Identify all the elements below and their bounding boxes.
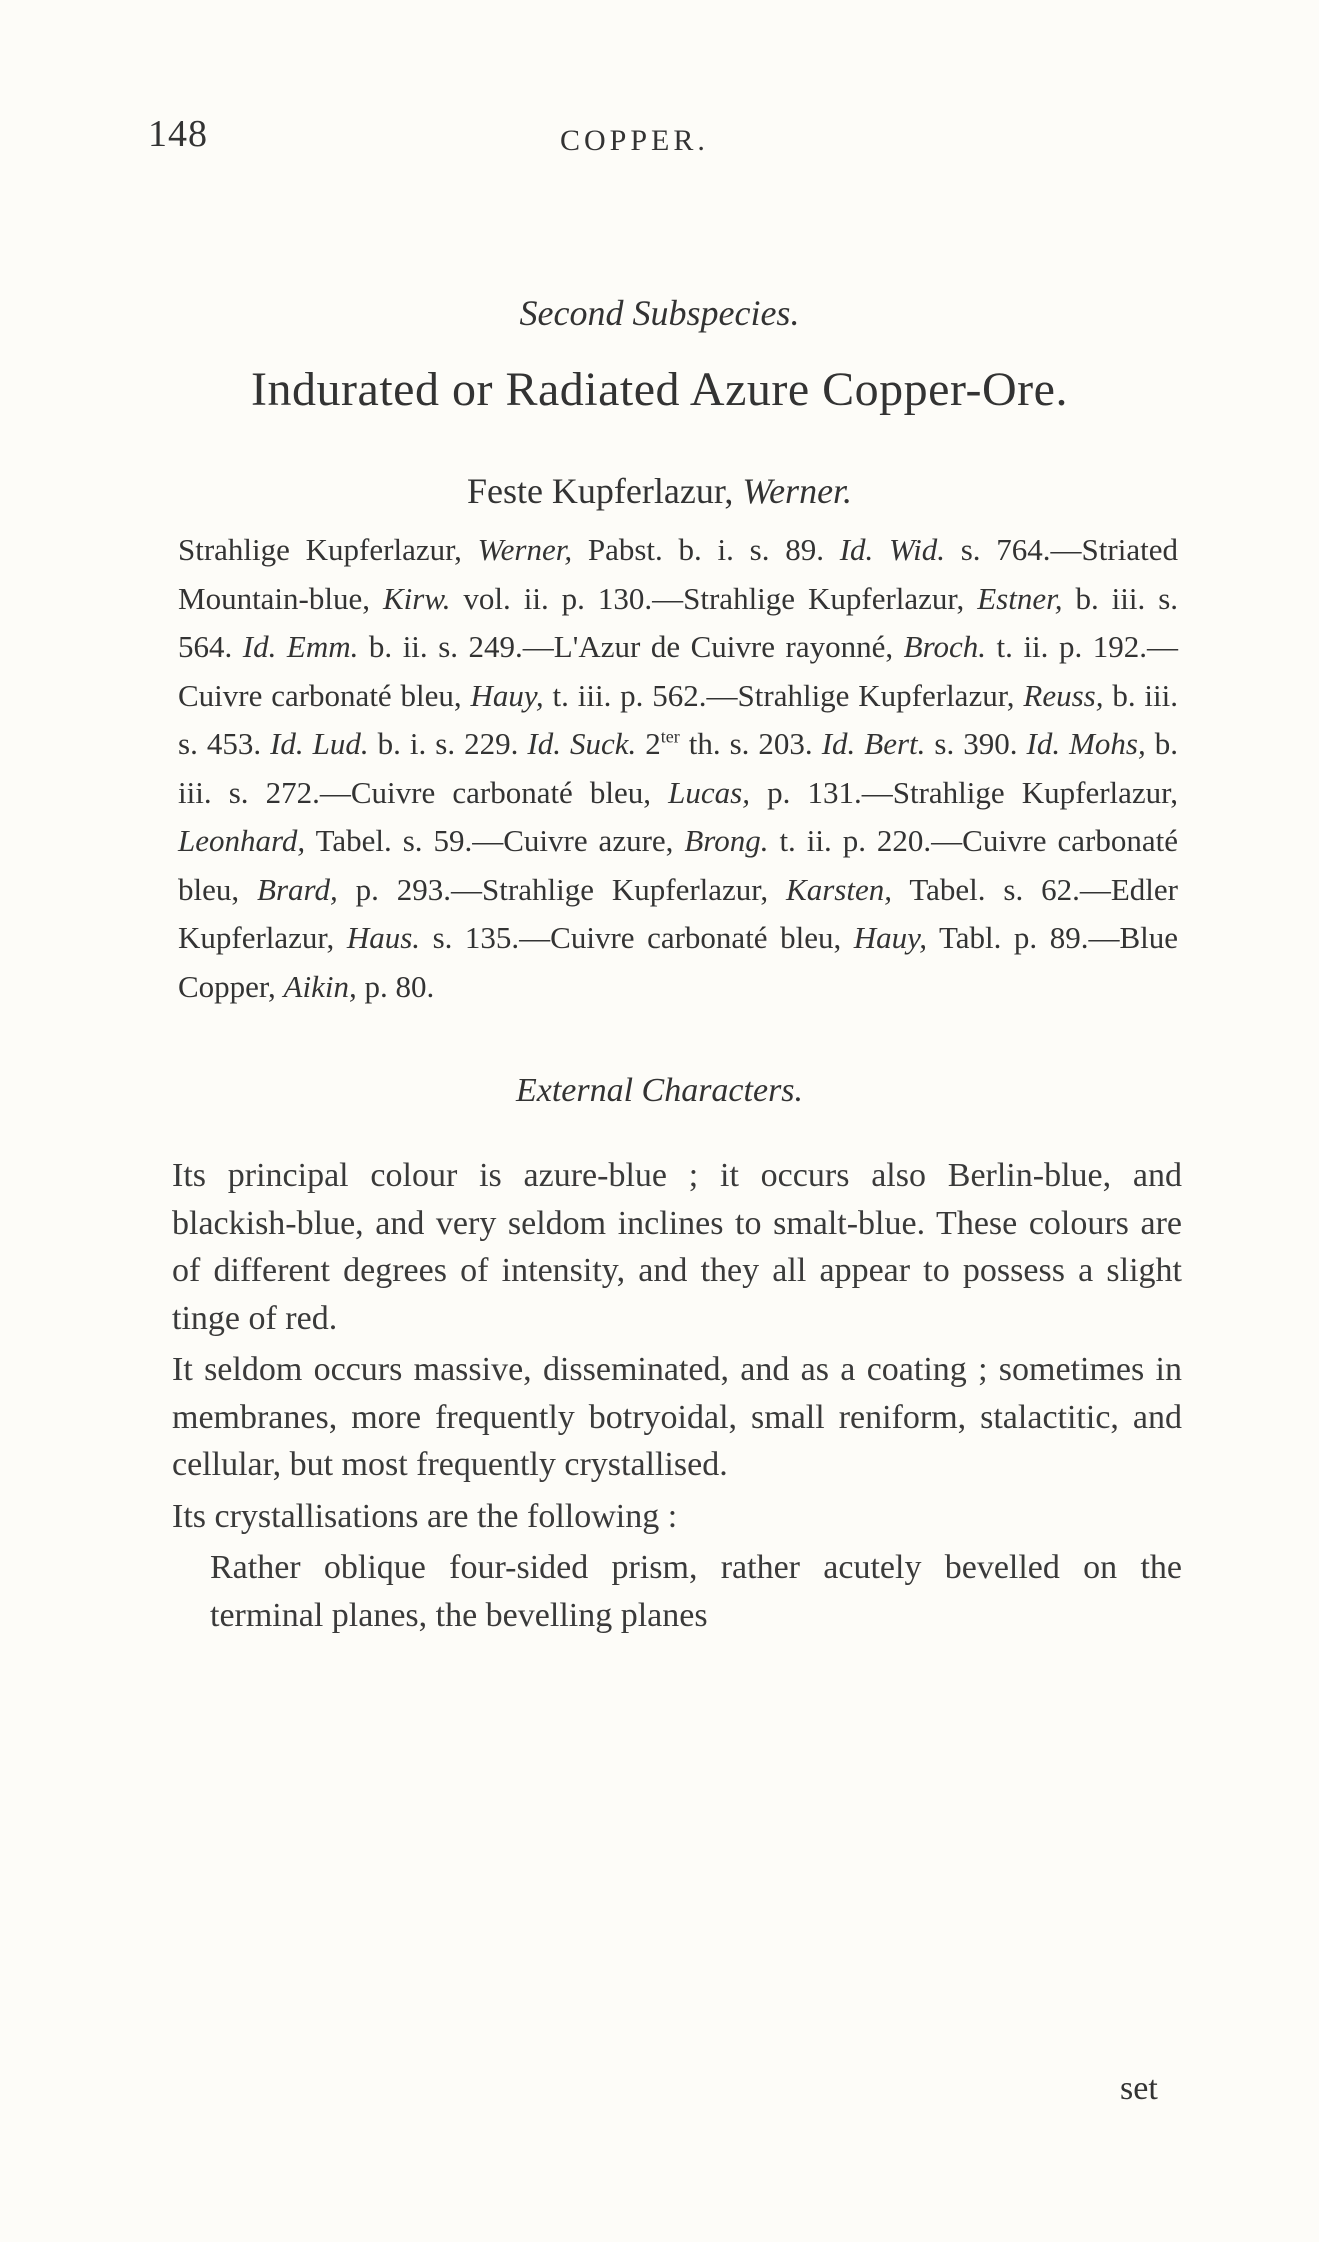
synonymy-text-run: b. iii. s. 564.: [178, 580, 1179, 664]
german-name-author: Werner.: [742, 471, 853, 511]
synonymy-text-run: t. iii. p. 562.—Strahlige Kupferlazur,: [543, 677, 1024, 713]
running-head: COPPER.: [560, 124, 709, 157]
synonymy-italic-run: Haus.: [346, 920, 421, 955]
synonymy-text-run: b. iii. s. 453.: [178, 677, 1178, 761]
synonymy-italic-run: Karsten,: [786, 871, 892, 907]
german-name-text: Feste Kupferlazur,: [466, 471, 734, 511]
synonymy-text-run: 2: [636, 726, 661, 761]
synonymy-paragraph: [178, 526, 1178, 1011]
synonymy-text-run: vol. ii. p. 130.—Strahlige Kupferlazur,: [450, 580, 978, 616]
synonymy-italic-run: Kirw.: [382, 580, 451, 616]
synonymy-italic-run: Id. Emm.: [242, 629, 359, 664]
synonymy-text-run: b. ii. s. 249.—L'Azur de Cuivre rayonné,: [358, 629, 904, 664]
synonymy-text-run: s. 390.: [925, 726, 1027, 761]
external-characters-heading: External Characters.: [515, 1072, 804, 1109]
synonymy-italic-run: Id. Suck.: [527, 726, 637, 761]
synonymy-text-run: Tabel. s. 62.—Edler Kupferlazur,: [178, 871, 1179, 955]
synonymy-italic-run: Id. Lud.: [270, 726, 369, 761]
synonymy-italic-run: Hauy,: [470, 677, 544, 713]
synonymy-text-run: Pabst. b. i. s. 89.: [572, 532, 840, 567]
synonymy-italic-run: Hauy,: [853, 920, 927, 955]
section-title: Indurated or Radiated Azure Copper-Ore.: [251, 363, 1068, 416]
paragraph-occurrence: It seldom occurs massive, disseminated, and as a coating ; sometimes in membranes, more frequently botryoidal, small reniform, stalactitic, and cellular, but most frequently crystallised.: [172, 1351, 1182, 1483]
synonymy-italic-run: Brong.: [684, 823, 769, 858]
synonymy-italic-run: Id. Mohs,: [1026, 726, 1146, 761]
synonymy-italic-run: Id. Wid.: [839, 532, 945, 567]
synonymy-text-run: Strahlige Kupferlazur,: [178, 532, 478, 567]
german-name: [0, 470, 1319, 512]
synonymy-text-run: s. 135.—Cuivre carbonaté bleu,: [420, 920, 854, 955]
synonymy-text-run: p. 131.—Strahlige Kupferlazur,: [750, 774, 1178, 810]
synonymy-text-run: p. 293.—Strahlige Kupferlazur,: [337, 871, 787, 907]
synonymy-text-run: Tabel. s. 59.—Cuivre azure,: [305, 823, 685, 858]
paragraph-crystallisations: Its crystallisations are the following :: [172, 1497, 678, 1535]
synonymy-text-run: Tabl. p. 89.—Blue Copper,: [178, 920, 1178, 1004]
synonymy-italic-run: Broch.: [903, 629, 987, 664]
synonymy-text-run: p. 80.: [356, 968, 435, 1004]
synonymy-superscript-run: ter: [660, 726, 680, 747]
synonymy-italic-run: Aikin,: [283, 968, 357, 1004]
paragraph-colour: Its principal colour is azure-blue ; it occurs also Berlin-blue, and blackish-blue, and very seldom inclines to smalt-blue. These colours are of different degrees of intensity, and they all appear to possess a slight tinge of red.: [172, 1157, 1182, 1337]
subspecies-heading: Second Subspecies.: [519, 293, 800, 333]
page-number: 148: [148, 113, 208, 155]
external-characters-body: [172, 1152, 1182, 1639]
synonymy-text-run: th. s. 203.: [679, 726, 822, 761]
synonymy-italic-run: Brard,: [257, 871, 338, 907]
synonymy-italic-run: Lucas,: [668, 774, 750, 810]
synonymy-italic-run: Werner,: [477, 532, 573, 567]
synonymy-text-run: b. i. s. 229.: [368, 726, 528, 761]
catchword: set: [1120, 2070, 1158, 2107]
synonymy-text-run: t. ii. p. 220.—Cuivre carbonaté bleu,: [178, 823, 1178, 907]
synonymy-italic-run: Leonhard,: [178, 823, 306, 858]
synonymy-text-run: b. iii. s. 272.—Cuivre carbonaté bleu,: [178, 726, 1178, 810]
synonymy-text-run: s. 764.—Striated Mountain-blue,: [178, 532, 1178, 616]
synonymy-italic-run: Id. Bert.: [821, 726, 926, 761]
synonymy-text-run: t. ii. p. 192.—Cuivre carbonaté bleu,: [178, 629, 1178, 713]
paragraph-prism: Rather oblique four-sided prism, rather acutely bevelled on the terminal planes, the bevelling planes: [210, 1549, 1182, 1634]
synonymy-italic-run: Estner,: [977, 580, 1063, 616]
synonymy-italic-run: Reuss,: [1023, 677, 1104, 713]
